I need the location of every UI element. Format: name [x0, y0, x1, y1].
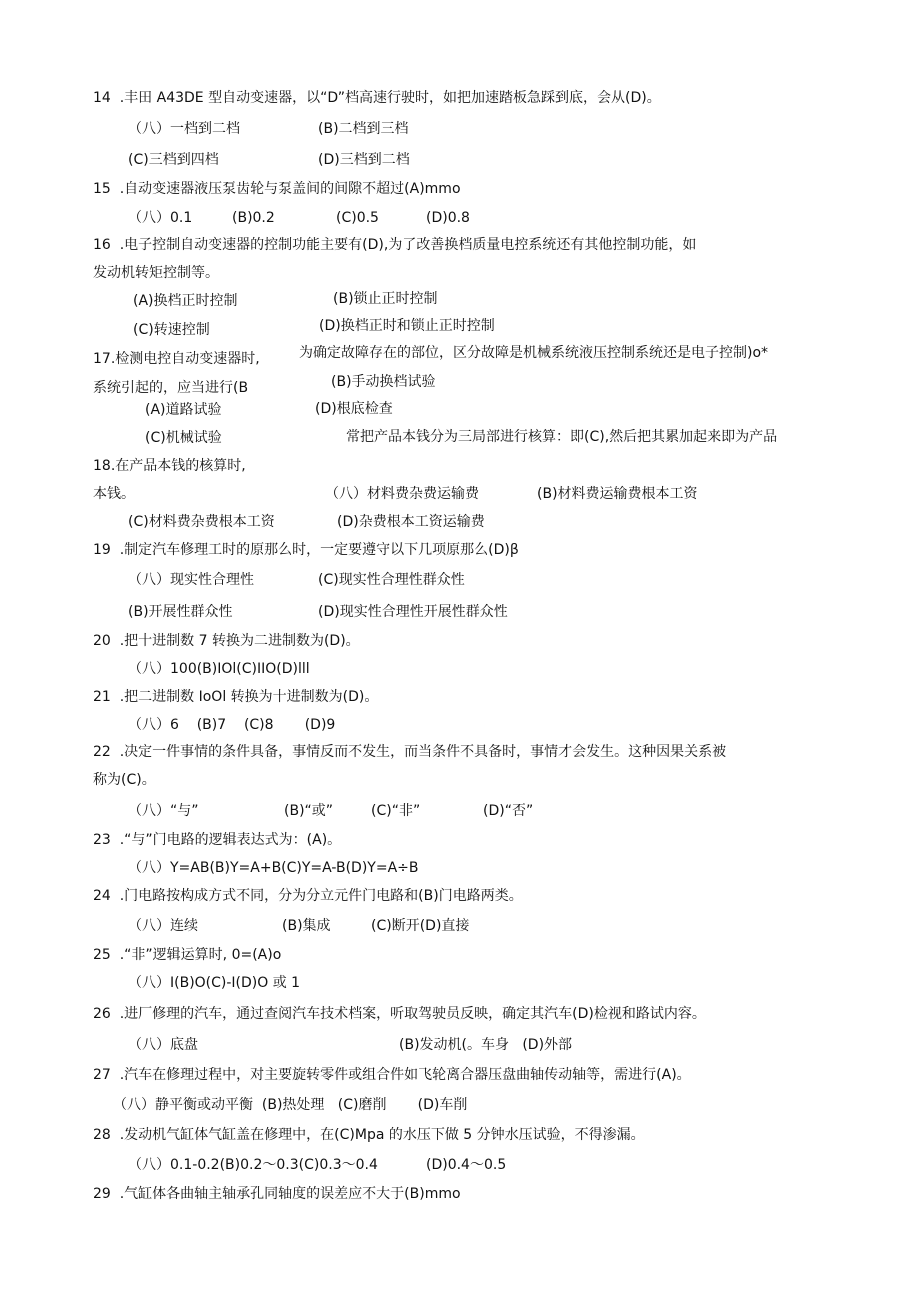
text-line: (C)现实性合理性群众性: [318, 572, 465, 588]
text-line: 15 .自动变速器液压泵齿轮与泵盖间的间隙不超过(A)mmo: [93, 181, 461, 197]
text-line: (A)换档正时控制: [133, 293, 238, 309]
text-line: 18.在产品本钱的核算时,: [93, 458, 246, 474]
text-line: （八）一档到二档: [128, 121, 240, 137]
text-line: （八）底盘: [128, 1037, 198, 1053]
text-line: (D)根底检查: [315, 401, 393, 417]
text-line: 14 .丰田 A43DE 型自动变速器，以“D”档高速行驶时，如把加速踏板急踩到底，会从(D)。: [93, 90, 661, 106]
text-line: 常把产品本钱分为三局部进行核算：即(C),然后把其累加起来即为产品: [346, 429, 778, 445]
text-line: （八）静平衡或动平衡 (B)热处理 (C)磨削 (D)车削: [113, 1097, 468, 1113]
text-line: (D)0.4〜0.5: [426, 1157, 507, 1173]
text-line: （八）100(B)IOl(C)IIO(D)lll: [128, 661, 310, 677]
text-line: （八）连续: [128, 918, 198, 934]
text-line: 16 .电子控制自动变速器的控制功能主要有(D),为了改善换档质量电控系统还有其他控制功能，如: [93, 237, 697, 253]
text-line: 为确定故障存在的部位，区分故障是机械系统液压控制系统还是电子控制)o*: [299, 345, 769, 361]
text-line: （八）6 (B)7 (C)8 (D)9: [128, 717, 336, 733]
text-line: (C)转速控制: [133, 322, 210, 338]
text-line: (D)换档正时和锁止正时控制: [319, 318, 495, 334]
text-line: （八）0.1: [128, 210, 193, 226]
text-line: 发动机转矩控制等。: [93, 265, 219, 281]
text-line: (D)0.8: [426, 210, 470, 226]
text-line: (D)杂费根本工资运输费: [337, 514, 485, 530]
text-line: (C)机械试验: [145, 430, 222, 446]
text-line: (D)“否”: [483, 803, 534, 819]
text-line: (C)0.5: [336, 210, 379, 226]
text-line: 28 .发动机气缸体气缸盖在修理中，在(C)Mpa 的水压下做 5 分钟水压试验，不得渗漏。: [93, 1127, 645, 1143]
text-line: (B)锁止正时控制: [333, 291, 438, 307]
text-line: 23 .“与”门电路的逻辑表达式为：(A)。: [93, 832, 342, 848]
text-line: 24 .门电路按构成方式不同，分为分立元件门电路和(B)门电路两类。: [93, 888, 523, 904]
text-line: （八）材料费杂费运输费: [325, 486, 479, 502]
text-line: 25 .“非”逻辑运算时, 0=(A)o: [93, 947, 282, 963]
text-line: 29 .气缸体各曲轴主轴承孔同轴度的误差应不大于(B)mmo: [93, 1186, 461, 1202]
text-line: (B)手动换档试验: [331, 374, 436, 390]
text-line: 26 .进厂修理的汽车，通过查阅汽车技术档案，听取驾驶员反映，确定其汽车(D)检视和路试内容。: [93, 1006, 706, 1022]
text-line: (C)断开(D)直接: [371, 918, 470, 934]
text-line: 称为(C)。: [93, 772, 156, 788]
text-line: 27 .汽车在修理过程中，对主要旋转零件或组合件如飞轮离合器压盘曲轴传动轴等，需进行(A)。: [93, 1067, 691, 1083]
text-line: 22 .决定一件事情的条件具备，事情反而不发生，而当条件不具备时，事情才会发生。这种因果关系被: [93, 744, 727, 760]
text-line: (B)集成: [282, 918, 331, 934]
text-line: 17.检测电控自动变速器时,: [93, 351, 260, 367]
text-line: 系统引起的，应当进行(B: [93, 380, 249, 396]
text-line: （八）Y=AB(B)Y=A+B(C)Y=A-B(D)Y=A÷B: [128, 860, 419, 876]
text-line: (D)三档到二档: [318, 152, 410, 168]
text-line: 21 .把二进制数 IoOl 转换为十进制数为(D)。: [93, 689, 379, 705]
text-line: 19 .制定汽车修理工时的原那么时，一定要遵守以下几项原那么(D)β: [93, 542, 519, 558]
text-line: (B)开展性群众性: [128, 604, 233, 620]
text-line: （八）现实性合理性: [128, 572, 254, 588]
text-line: (D)现实性合理性开展性群众性: [318, 604, 508, 620]
text-line: (B)0.2: [232, 210, 275, 226]
text-line: (C)材料费杂费根本工资: [128, 514, 275, 530]
text-line: （八）I(B)O(C)-I(D)O 或 1: [128, 975, 301, 991]
text-line: (B)发动机(。车身 (D)外部: [399, 1037, 573, 1053]
text-line: （八）0.1-0.2(B)0.2〜0.3(C)0.3〜0.4: [128, 1157, 378, 1173]
text-line: （八）“与”: [128, 803, 199, 819]
text-line: (C)三档到四档: [128, 152, 219, 168]
text-line: (B)“或”: [284, 803, 334, 819]
text-line: (C)“非”: [371, 803, 421, 819]
text-line: 20 .把十进制数 7 转换为二进制数为(D)。: [93, 633, 360, 649]
text-line: (B)二档到三档: [318, 121, 409, 137]
text-line: (A)道路试验: [145, 402, 222, 418]
text-line: 本钱。: [93, 486, 135, 502]
text-line: (B)材料费运输费根本工资: [537, 486, 698, 502]
